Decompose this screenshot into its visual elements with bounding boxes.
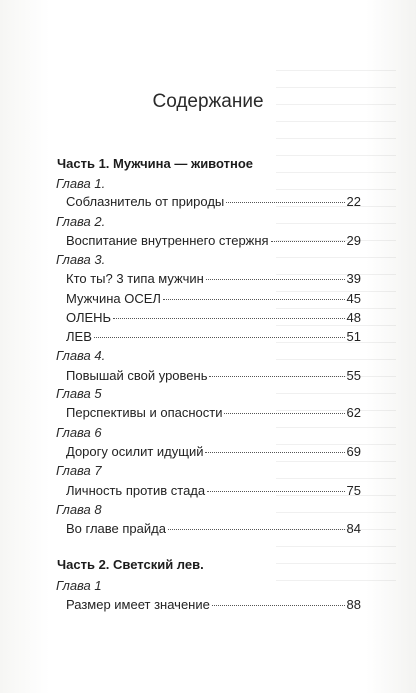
toc-entry[interactable]	[66, 271, 361, 286]
toc-entry-page: 51	[346, 329, 361, 344]
toc-entry[interactable]	[66, 291, 361, 306]
toc-entry-title: Кто ты? 3 типа мужчин	[66, 271, 204, 286]
toc-entry[interactable]	[66, 597, 361, 612]
toc-entry-title: Воспитание внутреннего стержня	[66, 233, 269, 248]
toc-entry-title: Соблазнитель от природы	[66, 194, 225, 209]
toc-entry-title: Перспективы и опасности	[66, 405, 223, 420]
toc-entry-page: 39	[346, 271, 361, 286]
chapter-label: Глава 3.	[56, 252, 106, 267]
dot-leader	[209, 376, 344, 377]
toc-entry-page: 69	[346, 444, 361, 459]
chapter-label: Глава 8	[56, 502, 102, 517]
toc-entry-page: 84	[346, 521, 361, 536]
toc-entry-page: 45	[346, 291, 361, 306]
toc-entry-title: Повышай свой уровень	[66, 368, 208, 383]
toc-entry-title: Мужчина ОСЕЛ	[66, 291, 161, 306]
part-heading: Часть 1. Мужчина — животное	[57, 156, 254, 171]
toc-entry-page: 55	[346, 368, 361, 383]
toc-entry[interactable]	[66, 233, 361, 248]
toc-entry-title: ЛЕВ	[66, 329, 92, 344]
toc-entry[interactable]	[66, 194, 361, 209]
dot-leader	[207, 491, 344, 492]
dot-leader	[224, 413, 344, 414]
part-heading: Часть 2. Светский лев.	[57, 557, 204, 572]
toc-entry-page: 75	[346, 483, 361, 498]
chapter-label: Глава 7	[56, 463, 102, 478]
toc-entry-title: ОЛЕНЬ	[66, 310, 112, 325]
toc-entry-page: 88	[346, 597, 361, 612]
chapter-label: Глава 1.	[56, 176, 106, 191]
toc-entry[interactable]	[66, 405, 361, 420]
toc-entry-title: Во главе прайда	[66, 521, 166, 536]
dot-leader	[163, 299, 345, 300]
dot-leader	[226, 202, 344, 203]
dot-leader	[206, 279, 345, 280]
toc-entry-title: Личность против стада	[66, 483, 206, 498]
page-title: Содержание	[152, 91, 264, 112]
toc-entry[interactable]	[66, 483, 361, 498]
chapter-label: Глава 2.	[56, 214, 106, 229]
chapter-label: Глава 6	[56, 425, 102, 440]
dot-leader	[205, 452, 344, 453]
dot-leader	[113, 318, 344, 319]
chapter-label: Глава 4.	[56, 348, 106, 363]
toc-entry-title: Дорогу осилит идущий	[66, 444, 204, 459]
toc-entry-title: Размер имеет значение	[66, 597, 210, 612]
toc-entry[interactable]	[66, 310, 361, 325]
toc-entry[interactable]	[66, 329, 361, 344]
dot-leader	[212, 605, 345, 606]
toc-entry[interactable]	[66, 368, 361, 383]
toc-entry-page: 29	[346, 233, 361, 248]
chapter-label: Глава 1	[56, 578, 102, 593]
toc-entry-page: 62	[346, 405, 361, 420]
chapter-label: Глава 5	[56, 386, 102, 401]
toc-entry[interactable]	[66, 521, 361, 536]
dot-leader	[94, 337, 345, 338]
dot-leader	[271, 241, 345, 242]
toc-entry-page: 48	[346, 310, 361, 325]
toc-entry-page: 22	[346, 194, 361, 209]
toc-entry[interactable]	[66, 444, 361, 459]
dot-leader	[168, 529, 345, 530]
